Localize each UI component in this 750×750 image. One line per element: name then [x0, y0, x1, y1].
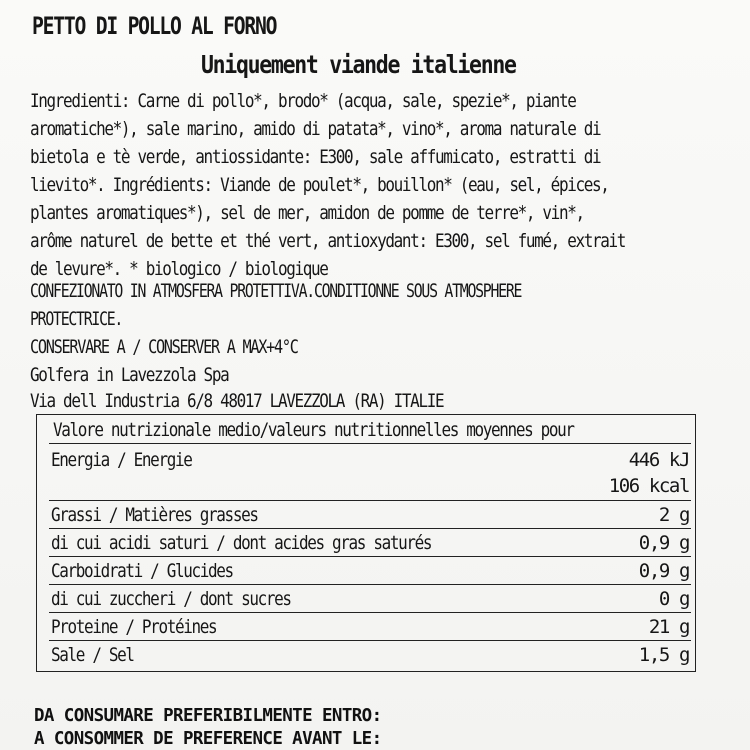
- nutrient-label: di cui acidi saturi / dont acides gras saturés: [51, 532, 432, 554]
- ingredients-line: bietola e tè verde, antiossidante: E300, sale affumicato, estratti di: [30, 146, 601, 168]
- nutrition-header: Valore nutrizionale medio/valeurs nutritionnelles moyennes pour: [53, 419, 574, 441]
- nutrition-table: [36, 414, 696, 672]
- table-divider: [49, 528, 691, 529]
- ingredients-line: lievito*. Ingrédients: Viande de poulet*, bouillon* (eau, sel, épices,: [30, 174, 609, 196]
- nutrient-label: Proteine / Protéines: [51, 616, 217, 638]
- product-subtitle: Uniquement viande italienne: [201, 50, 516, 79]
- table-divider: [49, 443, 691, 444]
- producer-name: Golfera in Lavezzola Spa: [30, 364, 229, 386]
- nutrient-label: Grassi / Matières grasses: [51, 504, 258, 526]
- ingredients-line: arôme naturel de bette et thé vert, antioxydant: E300, sel fumé, extrait: [30, 230, 626, 252]
- energy-kj: 446 kJ: [628, 449, 689, 471]
- ingredients-line: plantes aromatiques*), sel de mer, amidon de pomme de terre*, vin*,: [30, 202, 584, 224]
- ingredients-line: Ingredienti: Carne di pollo*, brodo* (acqua, sale, spezie*, piante: [30, 90, 576, 112]
- nutrient-value: 0,9 g: [638, 532, 689, 554]
- packaging-line: PROTECTRICE.: [30, 308, 123, 330]
- nutrient-label: Carboidrati / Glucides: [51, 560, 233, 582]
- table-divider: [49, 556, 691, 557]
- product-title: PETTO DI POLLO AL FORNO: [32, 12, 277, 40]
- table-divider: [49, 584, 691, 585]
- producer-address: Via dell Industria 6/8 48017 LAVEZZOLA (RA) ITALIE: [30, 390, 444, 412]
- nutrient-value: 2 g: [658, 504, 689, 526]
- nutrient-value: 1,5 g: [638, 644, 689, 666]
- ingredients-line: aromatiche*), sale marino, amido di patata*, vino*, aroma naturale di: [30, 118, 601, 140]
- ingredients-line: de levure*. * biologico / biologique: [30, 258, 328, 280]
- energy-kcal: 106 kcal: [608, 475, 689, 497]
- table-divider: [49, 640, 691, 641]
- nutrient-value: 0,9 g: [638, 560, 689, 582]
- nutrient-value: 21 g: [648, 616, 689, 638]
- table-divider: [49, 500, 691, 501]
- best-before-fr: A CONSOMMER DE PREFERENCE AVANT LE:: [34, 728, 382, 749]
- energy-label: Energia / Energie: [51, 449, 192, 471]
- best-before-it: DA CONSUMARE PREFERIBILMENTE ENTRO:: [34, 705, 382, 726]
- table-divider: [49, 612, 691, 613]
- nutrient-label: Sale / Sel: [51, 644, 134, 666]
- storage-line: CONSERVARE A / CONSERVER A MAX+4°C: [30, 336, 298, 358]
- nutrient-value: 0 g: [658, 588, 689, 610]
- packaging-line: CONFEZIONATO IN ATMOSFERA PROTETTIVA.CONDITIONNE SOUS ATMOSPHERE: [30, 280, 522, 302]
- nutrient-label: di cui zuccheri / dont sucres: [51, 588, 291, 610]
